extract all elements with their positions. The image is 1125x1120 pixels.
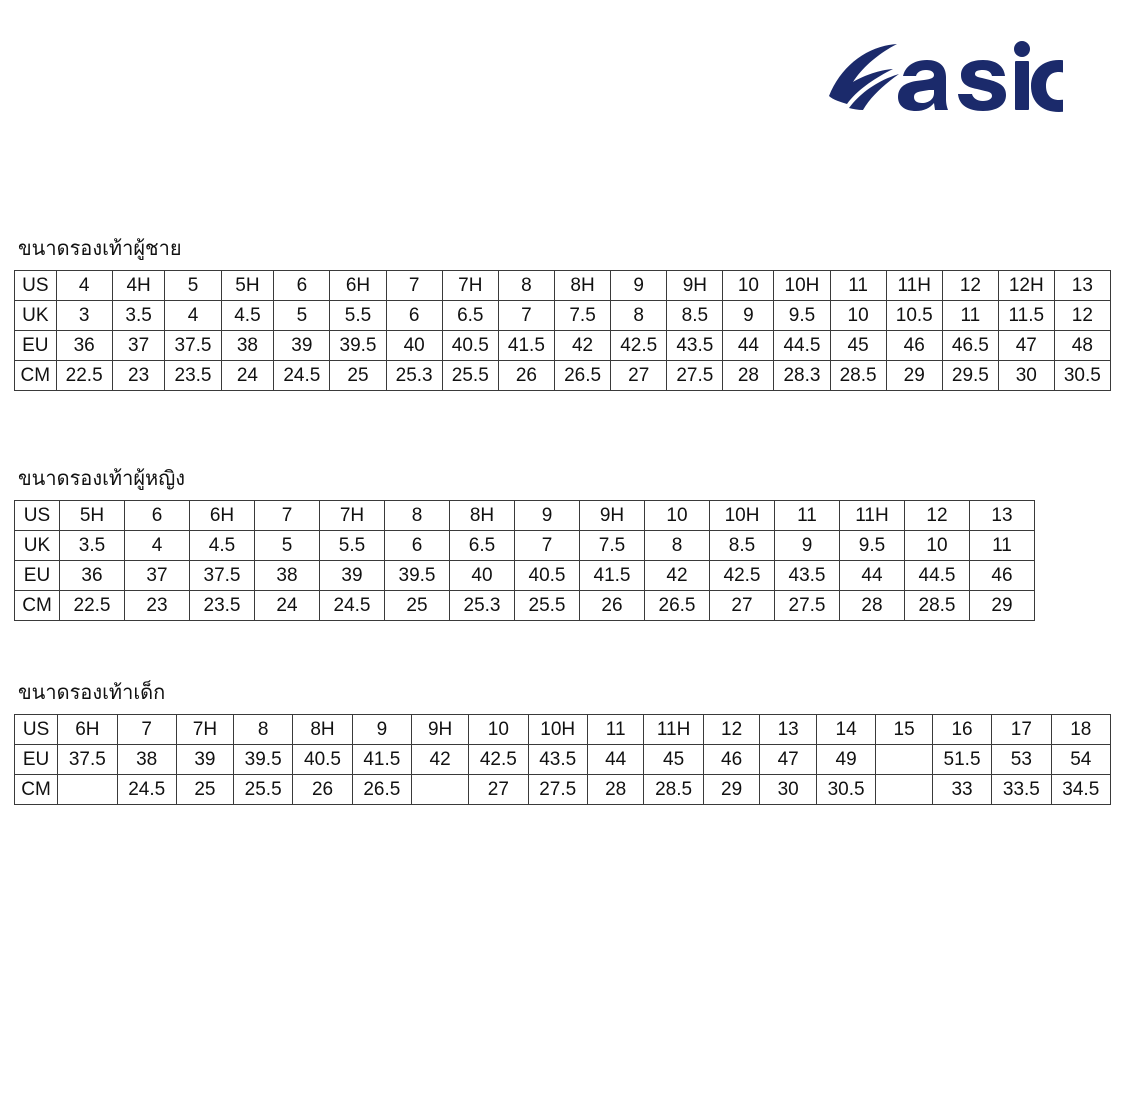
cell: 6 bbox=[274, 271, 330, 301]
cell: 46.5 bbox=[942, 331, 998, 361]
cell: 42 bbox=[412, 745, 469, 775]
cell: 11H bbox=[886, 271, 942, 301]
cell: 42.5 bbox=[469, 745, 528, 775]
cell: 8.5 bbox=[667, 301, 723, 331]
cell: 6.5 bbox=[442, 301, 498, 331]
cell: 26 bbox=[580, 591, 645, 621]
cell: 3 bbox=[56, 301, 112, 331]
cell: 5.5 bbox=[330, 301, 386, 331]
cell: 44 bbox=[587, 745, 644, 775]
cell: 29.5 bbox=[942, 361, 998, 391]
cell: 10.5 bbox=[886, 301, 942, 331]
cell: 46 bbox=[703, 745, 760, 775]
cell: 38 bbox=[117, 745, 176, 775]
cell: 39 bbox=[320, 561, 385, 591]
cell: 12 bbox=[1054, 301, 1110, 331]
size-table-kids bbox=[14, 714, 1111, 805]
cell: 27.5 bbox=[528, 775, 587, 805]
cell: 37.5 bbox=[190, 561, 255, 591]
cell: 24 bbox=[221, 361, 274, 391]
row-label-cm: CM bbox=[15, 591, 60, 621]
cell: 42 bbox=[645, 561, 710, 591]
cell: 23 bbox=[125, 591, 190, 621]
cell-empty bbox=[876, 745, 933, 775]
cell: 16 bbox=[932, 715, 991, 745]
cell: 9 bbox=[723, 301, 774, 331]
table-row bbox=[15, 745, 1111, 775]
cell: 15 bbox=[876, 715, 933, 745]
cell: 6H bbox=[330, 271, 386, 301]
cell: 39.5 bbox=[330, 331, 386, 361]
cell: 11 bbox=[587, 715, 644, 745]
cell: 28 bbox=[587, 775, 644, 805]
cell: 43.5 bbox=[667, 331, 723, 361]
cell: 24.5 bbox=[274, 361, 330, 391]
cell: 10H bbox=[774, 271, 830, 301]
cell: 25 bbox=[176, 775, 233, 805]
size-table-men bbox=[14, 270, 1111, 391]
cell: 10 bbox=[645, 501, 710, 531]
cell: 25.3 bbox=[450, 591, 515, 621]
cell: 5 bbox=[255, 531, 320, 561]
cell: 9 bbox=[352, 715, 411, 745]
cell: 39.5 bbox=[385, 561, 450, 591]
cell: 41.5 bbox=[498, 331, 554, 361]
cell: 5.5 bbox=[320, 531, 385, 561]
cell: 36 bbox=[56, 331, 112, 361]
cell: 5 bbox=[274, 301, 330, 331]
table-row bbox=[15, 531, 1035, 561]
cell: 7H bbox=[320, 501, 385, 531]
row-label-eu: EU bbox=[15, 561, 60, 591]
cell: 53 bbox=[992, 745, 1051, 775]
cell: 27.5 bbox=[667, 361, 723, 391]
cell: 47 bbox=[998, 331, 1054, 361]
cell: 4 bbox=[165, 301, 221, 331]
cell: 30.5 bbox=[816, 775, 875, 805]
cell: 4 bbox=[56, 271, 112, 301]
row-label-us: US bbox=[15, 501, 60, 531]
cell: 34.5 bbox=[1051, 775, 1110, 805]
section-title-men: ขนาดรองเท้าผู้ชาย bbox=[18, 238, 182, 260]
cell: 49 bbox=[816, 745, 875, 775]
cell: 51.5 bbox=[932, 745, 991, 775]
cell: 7 bbox=[386, 271, 442, 301]
cell: 40 bbox=[450, 561, 515, 591]
cell: 44.5 bbox=[905, 561, 970, 591]
table-row bbox=[15, 501, 1035, 531]
cell: 43.5 bbox=[775, 561, 840, 591]
cell: 26 bbox=[498, 361, 554, 391]
cell: 25 bbox=[385, 591, 450, 621]
cell: 44 bbox=[723, 331, 774, 361]
cell-empty bbox=[58, 775, 117, 805]
table-row bbox=[15, 591, 1035, 621]
cell: 42.5 bbox=[710, 561, 775, 591]
cell: 9H bbox=[412, 715, 469, 745]
cell: 27 bbox=[469, 775, 528, 805]
cell: 7.5 bbox=[580, 531, 645, 561]
cell: 39.5 bbox=[234, 745, 293, 775]
cell-empty bbox=[412, 775, 469, 805]
cell: 12H bbox=[998, 271, 1054, 301]
cell: 25 bbox=[330, 361, 386, 391]
cell: 24.5 bbox=[117, 775, 176, 805]
cell: 44.5 bbox=[774, 331, 830, 361]
section-title-women: ขนาดรองเท้าผู้หญิง bbox=[18, 468, 186, 490]
section-women bbox=[14, 466, 1035, 621]
cell: 37.5 bbox=[58, 745, 117, 775]
cell: 18 bbox=[1051, 715, 1110, 745]
cell: 6H bbox=[190, 501, 255, 531]
cell: 6 bbox=[125, 501, 190, 531]
cell: 46 bbox=[886, 331, 942, 361]
section-title-kids: ขนาดรองเท้าเด็ก bbox=[18, 682, 166, 704]
cell: 8H bbox=[293, 715, 352, 745]
section-kids bbox=[14, 680, 1111, 805]
cell: 13 bbox=[1054, 271, 1110, 301]
cell: 29 bbox=[703, 775, 760, 805]
cell: 12 bbox=[905, 501, 970, 531]
cell: 11H bbox=[644, 715, 703, 745]
cell: 33.5 bbox=[992, 775, 1051, 805]
cell: 30 bbox=[998, 361, 1054, 391]
cell: 7H bbox=[176, 715, 233, 745]
table-row bbox=[15, 715, 1111, 745]
cell: 36 bbox=[60, 561, 125, 591]
row-label-cm: CM bbox=[15, 775, 58, 805]
cell: 28.5 bbox=[830, 361, 886, 391]
cell: 37.5 bbox=[165, 331, 221, 361]
cell: 9 bbox=[515, 501, 580, 531]
cell: 25.3 bbox=[386, 361, 442, 391]
cell: 11 bbox=[775, 501, 840, 531]
cell: 7H bbox=[442, 271, 498, 301]
cell: 37 bbox=[112, 331, 165, 361]
cell: 11H bbox=[840, 501, 905, 531]
section-men bbox=[14, 236, 1111, 391]
cell: 5 bbox=[165, 271, 221, 301]
cell: 28.5 bbox=[644, 775, 703, 805]
cell: 40.5 bbox=[515, 561, 580, 591]
cell: 29 bbox=[886, 361, 942, 391]
cell: 10 bbox=[830, 301, 886, 331]
cell: 7 bbox=[515, 531, 580, 561]
cell: 8.5 bbox=[710, 531, 775, 561]
cell: 7 bbox=[255, 501, 320, 531]
cell: 9 bbox=[611, 271, 667, 301]
cell: 40.5 bbox=[442, 331, 498, 361]
row-label-eu: EU bbox=[15, 745, 58, 775]
asics-logo bbox=[823, 36, 1063, 116]
cell: 8 bbox=[645, 531, 710, 561]
cell: 24 bbox=[255, 591, 320, 621]
cell: 5H bbox=[60, 501, 125, 531]
cell: 26.5 bbox=[352, 775, 411, 805]
size-table-women bbox=[14, 500, 1035, 621]
cell: 23.5 bbox=[165, 361, 221, 391]
cell: 25.5 bbox=[442, 361, 498, 391]
cell: 30 bbox=[760, 775, 817, 805]
table-row bbox=[15, 561, 1035, 591]
cell: 25.5 bbox=[515, 591, 580, 621]
cell: 7 bbox=[117, 715, 176, 745]
cell: 54 bbox=[1051, 745, 1110, 775]
cell: 10H bbox=[528, 715, 587, 745]
row-label-us: US bbox=[15, 271, 57, 301]
cell: 22.5 bbox=[56, 361, 112, 391]
cell: 45 bbox=[830, 331, 886, 361]
cell: 28 bbox=[723, 361, 774, 391]
cell: 11.5 bbox=[998, 301, 1054, 331]
cell: 33 bbox=[932, 775, 991, 805]
cell: 48 bbox=[1054, 331, 1110, 361]
cell: 27.5 bbox=[775, 591, 840, 621]
cell: 17 bbox=[992, 715, 1051, 745]
cell: 37 bbox=[125, 561, 190, 591]
cell: 28.3 bbox=[774, 361, 830, 391]
cell: 9H bbox=[667, 271, 723, 301]
cell: 13 bbox=[760, 715, 817, 745]
cell: 9.5 bbox=[774, 301, 830, 331]
row-label-eu: EU bbox=[15, 331, 57, 361]
cell: 46 bbox=[970, 561, 1035, 591]
cell: 23 bbox=[112, 361, 165, 391]
cell: 40.5 bbox=[293, 745, 352, 775]
cell: 11 bbox=[830, 271, 886, 301]
cell: 4H bbox=[112, 271, 165, 301]
cell: 40 bbox=[386, 331, 442, 361]
cell: 23.5 bbox=[190, 591, 255, 621]
cell: 8H bbox=[450, 501, 515, 531]
cell-empty bbox=[876, 775, 933, 805]
cell: 26.5 bbox=[645, 591, 710, 621]
cell: 43.5 bbox=[528, 745, 587, 775]
cell: 42.5 bbox=[611, 331, 667, 361]
cell: 47 bbox=[760, 745, 817, 775]
cell: 41.5 bbox=[352, 745, 411, 775]
table-row bbox=[15, 361, 1111, 391]
cell: 6.5 bbox=[450, 531, 515, 561]
cell: 28 bbox=[840, 591, 905, 621]
cell: 10H bbox=[710, 501, 775, 531]
row-label-uk: UK bbox=[15, 301, 57, 331]
cell: 4.5 bbox=[190, 531, 255, 561]
cell: 42 bbox=[554, 331, 610, 361]
table-row bbox=[15, 775, 1111, 805]
table-row bbox=[15, 301, 1111, 331]
cell: 45 bbox=[644, 745, 703, 775]
cell: 6H bbox=[58, 715, 117, 745]
cell: 38 bbox=[221, 331, 274, 361]
cell: 26 bbox=[293, 775, 352, 805]
cell: 5H bbox=[221, 271, 274, 301]
cell: 38 bbox=[255, 561, 320, 591]
cell: 41.5 bbox=[580, 561, 645, 591]
cell: 12 bbox=[942, 271, 998, 301]
cell: 8 bbox=[234, 715, 293, 745]
table-row bbox=[15, 271, 1111, 301]
cell: 9.5 bbox=[840, 531, 905, 561]
table-row bbox=[15, 331, 1111, 361]
cell: 4.5 bbox=[221, 301, 274, 331]
cell: 24.5 bbox=[320, 591, 385, 621]
cell: 8 bbox=[498, 271, 554, 301]
cell: 39 bbox=[176, 745, 233, 775]
cell: 3.5 bbox=[60, 531, 125, 561]
cell: 10 bbox=[723, 271, 774, 301]
cell: 30.5 bbox=[1054, 361, 1110, 391]
cell: 13 bbox=[970, 501, 1035, 531]
cell: 6 bbox=[386, 301, 442, 331]
cell: 10 bbox=[905, 531, 970, 561]
cell: 7 bbox=[498, 301, 554, 331]
cell: 12 bbox=[703, 715, 760, 745]
cell: 10 bbox=[469, 715, 528, 745]
cell: 29 bbox=[970, 591, 1035, 621]
cell: 44 bbox=[840, 561, 905, 591]
cell: 9H bbox=[580, 501, 645, 531]
cell: 4 bbox=[125, 531, 190, 561]
cell: 39 bbox=[274, 331, 330, 361]
cell: 27 bbox=[710, 591, 775, 621]
cell: 11 bbox=[970, 531, 1035, 561]
cell: 26.5 bbox=[554, 361, 610, 391]
row-label-us: US bbox=[15, 715, 58, 745]
cell: 8 bbox=[611, 301, 667, 331]
cell: 8 bbox=[385, 501, 450, 531]
cell: 8H bbox=[554, 271, 610, 301]
cell: 9 bbox=[775, 531, 840, 561]
cell: 27 bbox=[611, 361, 667, 391]
cell: 22.5 bbox=[60, 591, 125, 621]
cell: 6 bbox=[385, 531, 450, 561]
cell: 11 bbox=[942, 301, 998, 331]
cell: 28.5 bbox=[905, 591, 970, 621]
cell: 14 bbox=[816, 715, 875, 745]
row-label-uk: UK bbox=[15, 531, 60, 561]
cell: 25.5 bbox=[234, 775, 293, 805]
cell: 3.5 bbox=[112, 301, 165, 331]
cell: 7.5 bbox=[554, 301, 610, 331]
row-label-cm: CM bbox=[15, 361, 57, 391]
